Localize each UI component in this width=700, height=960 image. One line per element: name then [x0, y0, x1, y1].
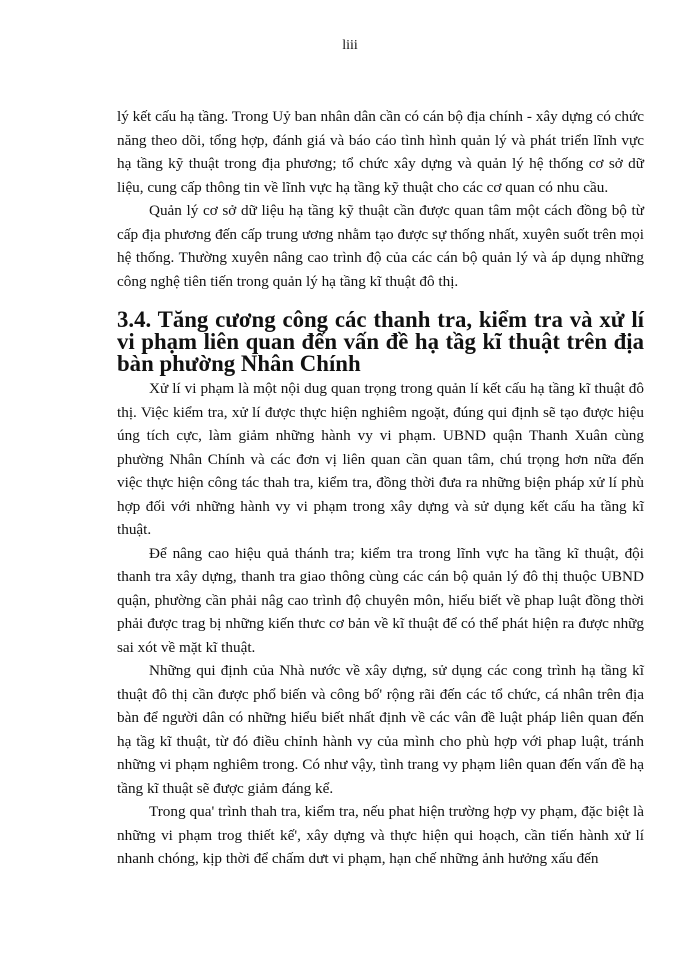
- paragraph-continued: lý kết cấu hạ tầng. Trong Uỷ ban nhân dân cần có cán bộ địa chính - xây dựng có chức năng theo dõi, tổng hợp, đánh giá và báo cáo tình hình quản lý và phát triển lĩnh vực hạ tầng kỹ thuật trong địa phương; tổ chức xây dựng và quản lý hệ thống cơ sở dữ liệu, cung cấp thông tin về lĩnh vực hạ tầng kỹ thuật cho các cơ quan có nhu cầu.: [117, 108, 644, 196]
- section-heading: 3.4. Tăng cương công các thanh tra, kiểm tra và xử lí vi phạm liên quan đến vấn đề hạ tầg kĩ thuật trên địa bàn phường Nhân Chính: [117, 307, 644, 376]
- paragraph-violation-handling: Xử lí vi phạm là một nội dug quan trọng trong quản lí kết cấu hạ tầng kĩ thuật đô thị. Việc kiểm tra, xử lí được thực hiện nghiêm ngoặt, đúng qui định sẽ tạo được hiệu úng tích cực, làm giảm những hành vy vi phạm. UBND quận Thanh Xuân cùng phường Nhân Chính và các đơn vị liên quan cần quan tâm, chú trọng hơn nữa đến việc thực hiện công tác thah tra, kiểm tra, đồng thời đưa ra những biện pháp xử lí phù hợp đối với những hành vy vi phạm trong xây dựng và sử dụng kết cấu ha tầng kĩ thuật.: [117, 380, 644, 538]
- page-number: liii: [342, 38, 358, 53]
- paragraph-inspection-efficiency: Để nâng cao hiệu quả thánh tra; kiểm tra trong lĩnh vực ha tầng kĩ thuật, đội thanh tra xây dựng, thanh tra giao thông cùng các cán bộ quản lý đô thị thuộc UBND quận, phường cần phải nâg cao trình độ chuyên môn, hiểu biết về phap luật đồng thời phải được trag bị những kiến thưc cơ bản về kĩ thuật để có thể phát hiện ra được nhữg sai xót về mặt kĩ thuật.: [117, 544, 644, 656]
- paragraph-database-management: Quản lý cơ sở dữ liệu hạ tầng kỹ thuật cần được quan tâm một cách đồng bộ từ cấp địa phương đến cấp trung ương nhằm tạo được sự thống nhất, xuyên suốt trên mọi hệ thống. Thường xuyên nâng cao trình độ của các cán bộ quản lý và áp dụng những công nghệ tiên tiến trong quản lý hạ tầng kĩ thuật đô thị.: [117, 202, 644, 290]
- paragraph-inspection-process: Trong qua' trình thah tra, kiểm tra, nếu phat hiện trường hợp vy phạm, đặc biệt là những vi phạm trog thiết kế', xây dựng và thực hiện qui hoạch, cần tiến hành xử lí nhanh chóng, kịp thời để chấm dưt vi phạm, hạn chế những ảnh hưởng xấu đến: [117, 803, 644, 867]
- page-body: [117, 105, 644, 871]
- paragraph-regulation-dissemination: Những qui định của Nhà nước về xây dựng, sử dụng các cong trình hạ tầng kĩ thuật đô thị cần được phổ biến và công bố' rộng rãi đến các tổ chức, cá nhân trên địa bàn để người dân có những hiểu biết nhất định về các vân đề luật pháp liên quan đến hạ tầg kĩ thuật, từ đó điều chỉnh hành vy của mình cho phù hợp với phap luật, tránh những vi phạm nghiêm trong. Có như vậy, tình trang vy phạm liên quan đến vấn đề hạ tầng kĩ thuật sẽ được giảm đáng kể.: [117, 662, 644, 797]
